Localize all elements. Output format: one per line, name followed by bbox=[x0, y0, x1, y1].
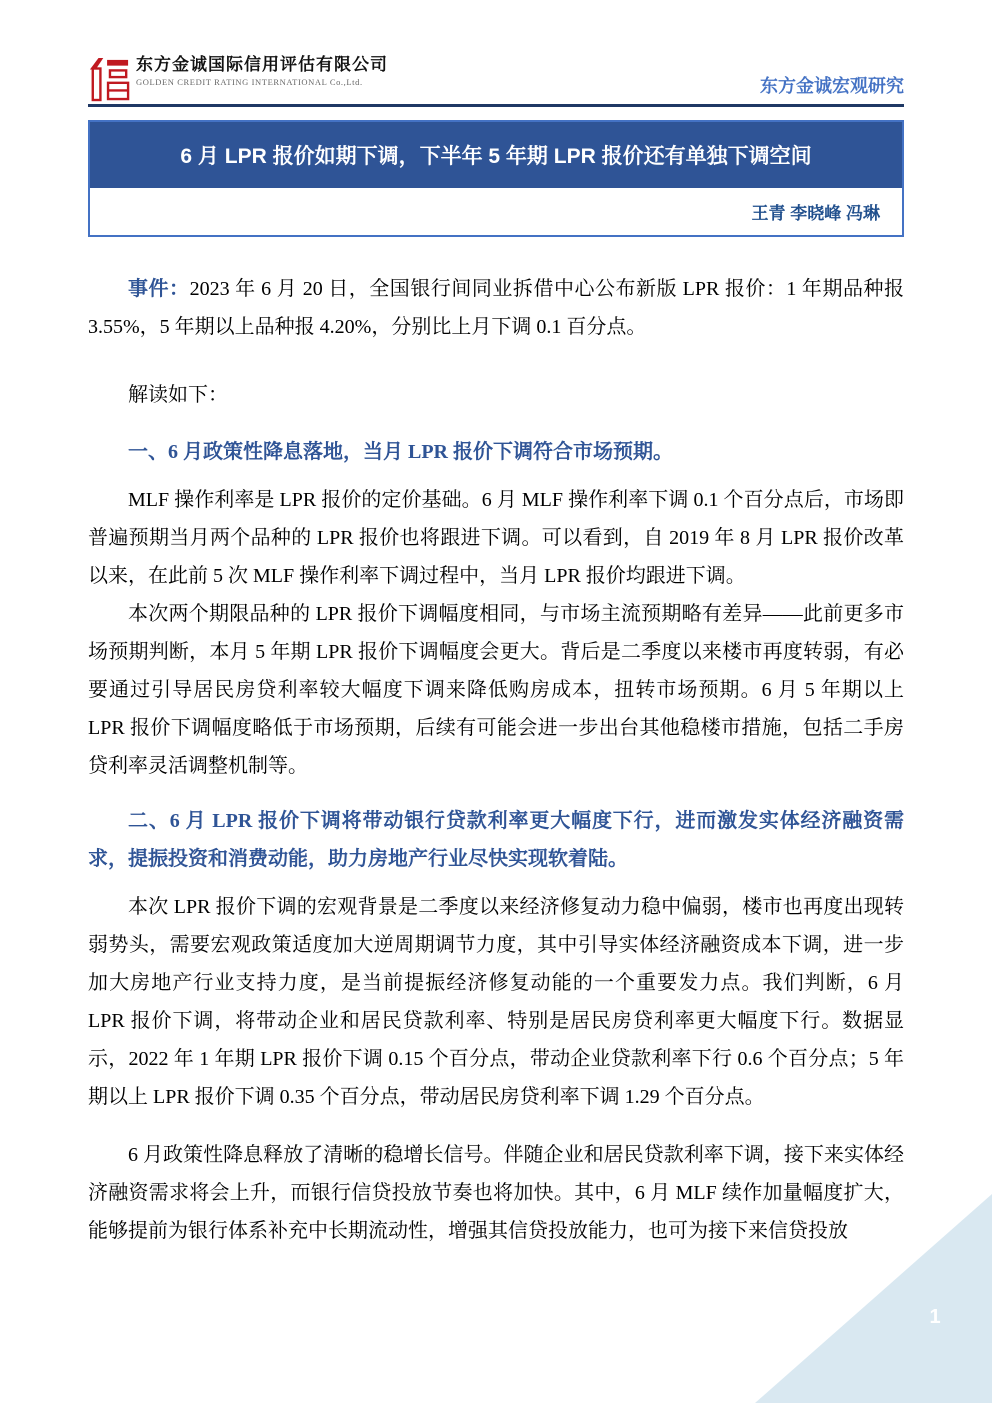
section-2-paragraph-1: 本次 LPR 报价下调的宏观背景是二季度以来经济修复动力稳中偏弱，楼市也再度出现转弱势头，需要宏观政策适度加大逆周期调节力度，其中引导实体经济融资成本下调，进一步加大房地产行业支持力度，是当前提振经济修复动能的一个重要发力点。我们判断，6 月 LPR 报价下调，将带动企业和居民贷款利率、特别是居民房贷利率更大幅度下行。数据显示，2022 年 1 年期 LPR 报价下调 0.15 个百分点，带动企业贷款利率下行 0.6 个百分点；5 年期以上 LPR 报价下调 0.35 个百分点，带动居民房贷利率下调 1.29 个百分点。 bbox=[88, 896, 904, 1108]
section-1-paragraph-1: MLF 操作利率是 LPR 报价的定价基础。6 月 MLF 操作利率下调 0.1 个百分点后，市场即普遍预期当月两个品种的 LPR 报价也将跟进下调。可以看到，自 2019 年 8 月 LPR 报价改革以来，在此前 5 次 MLF 操作利率下调过程中，当月 LPR 报价均跟进下调。 bbox=[88, 489, 904, 587]
company-name-cn: 东方金诚国际信用评估有限公司 bbox=[136, 55, 388, 74]
company-brand bbox=[88, 56, 388, 102]
authors-line bbox=[90, 188, 902, 235]
section-2-heading: 二、6 月 LPR 报价下调将带动银行贷款利率更大幅度下行，进而激发实体经济融资需求，提振投资和消费动能，助力房地产行业尽快实现软着陆。 bbox=[88, 810, 904, 870]
report-series-label: 东方金诚宏观研究 bbox=[760, 76, 904, 96]
article-body bbox=[88, 238, 904, 1250]
title-block bbox=[88, 120, 904, 237]
company-name-en: GOLDEN CREDIT RATING INTERNATIONAL Co.,Ltd. bbox=[136, 76, 363, 87]
intro-line: 解读如下： bbox=[128, 384, 228, 406]
report-title: 6 月 LPR 报价如期下调，下半年 5 年期 LPR 报价还有单独下调空间 bbox=[90, 122, 902, 188]
event-paragraph bbox=[88, 270, 904, 346]
company-name bbox=[136, 56, 388, 87]
company-logo-icon bbox=[88, 56, 130, 102]
section-2-paragraph-2: 6 月政策性降息释放了清晰的稳增长信号。伴随企业和居民贷款利率下调，接下来实体经济融资需求将会上升，而银行信贷投放节奏也将加快。其中，6 月 MLF 续作加量幅度扩大，能够提前为银行体系补充中长期流动性，增强其信贷投放能力，也可为接下来信贷投放 bbox=[88, 1144, 904, 1242]
report-header bbox=[88, 56, 904, 102]
event-text: 2023 年 6 月 20 日，全国银行间同业拆借中心公布新版 LPR 报价：1 年期品种报 3.55%，5 年期以上品种报 4.20%，分别比上月下调 0.1 百分点。 bbox=[88, 278, 905, 338]
header-divider bbox=[88, 104, 904, 107]
authors: 王青 李晓峰 冯琳 bbox=[751, 204, 880, 223]
page-number: 1 bbox=[929, 1306, 941, 1328]
event-label: 事件： bbox=[128, 278, 190, 300]
section-1-paragraph-2: 本次两个期限品种的 LPR 报价下调幅度相同，与市场主流预期略有差异——此前更多市场预期判断，本月 5 年期 LPR 报价下调幅度会更大。背后是二季度以来楼市再度转弱，有必要通过引导居民房贷利率较大幅度下调来降低购房成本，扭转市场预期。6 月 5 年期以上 LPR 报价下调幅度略低于市场预期，后续有可能会进一步出台其他稳楼市措施，包括二手房贷利率灵活调整机制等。 bbox=[88, 603, 904, 777]
section-1-heading: 一、6 月政策性降息落地，当月 LPR 报价下调符合市场预期。 bbox=[128, 441, 673, 463]
